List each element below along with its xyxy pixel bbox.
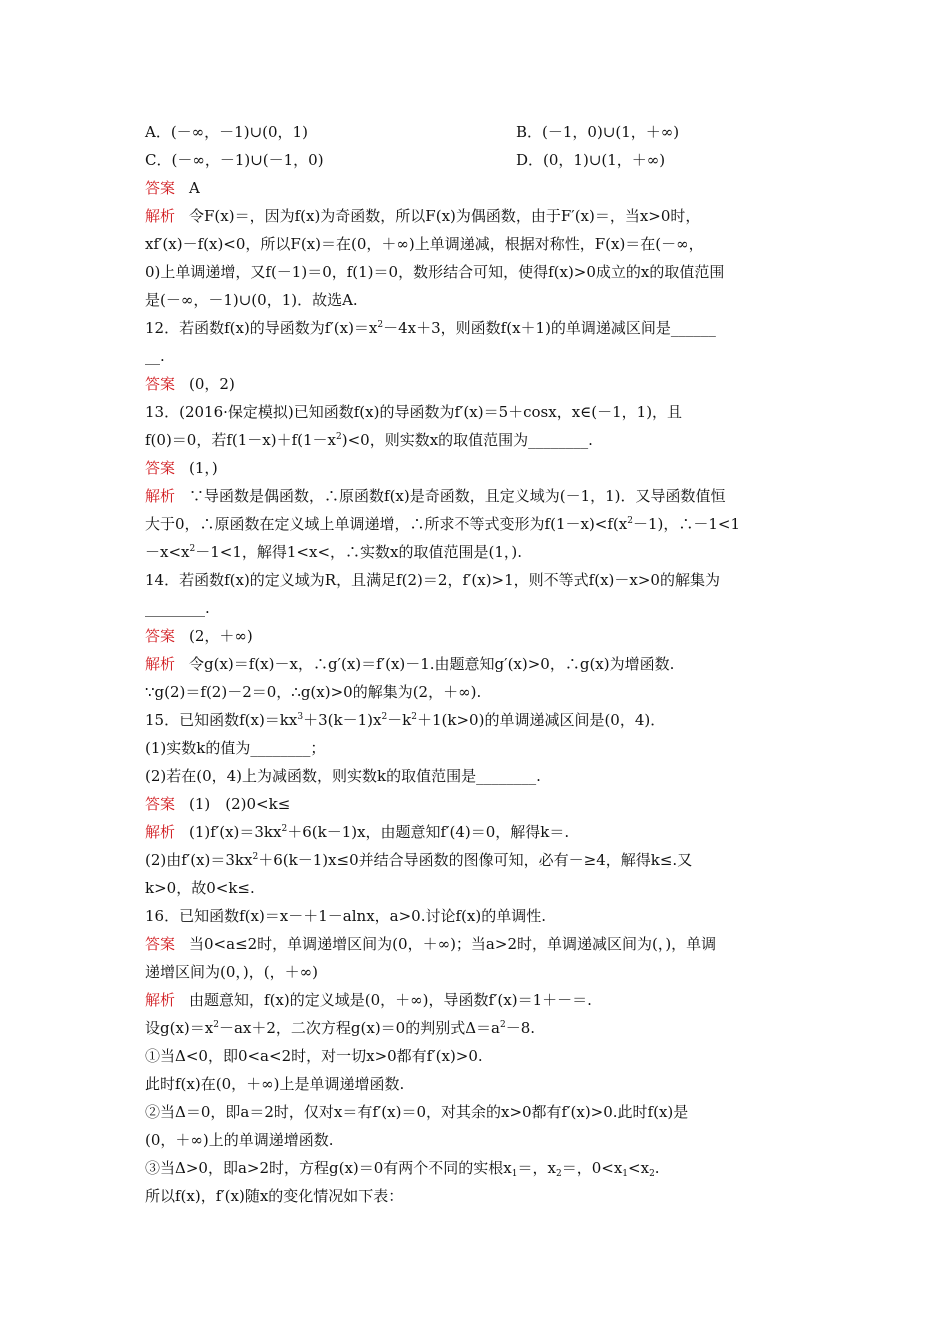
q14-analysis-line-1 [145,654,674,674]
q13-analysis-line-3 [145,542,522,562]
q16-line-7-mid-2: ＝，0<x [561,1159,623,1177]
q16-answer-text-1: 当0<a≤2时，单调递增区间为(0，＋∞)；当a>2时，单调递减区间为(，)，单调 [189,935,717,953]
q14-stem-line-2: ________. [145,599,210,617]
q15-analysis-1-post: ＋6(k－1)x，由题意知f′(4)＝0，解得k＝. [287,823,570,841]
q12-answer-line [145,374,235,394]
q12-stem-line-1 [145,318,716,338]
q16-line-2-pre: 设g(x)＝x [145,1019,214,1037]
q13-stem-2-post: )<0，则实数x的取值范围为________. [341,431,593,449]
option-d: D．(0，1)∪(1，＋∞) [516,151,666,169]
analysis-label: 解析 [145,487,176,505]
q16-analysis-text-1: 由题意知，f(x)的定义域是(0，＋∞)，导函数f′(x)＝1＋－＝. [189,991,592,1009]
q14-answer: (2，＋∞) [189,627,253,645]
q16-analysis-line-4: 此时f(x)在(0，＋∞)上是单调递增函数. [145,1075,405,1093]
q16-analysis-line-7 [145,1158,660,1178]
answer-label: 答案 [145,179,176,197]
q16-line-2-sup-2: 2 [500,1020,506,1030]
option-b: B．(－1，0)∪(1，＋∞) [516,123,680,141]
q11-answer-line [145,178,200,198]
q12-stem-line-2: __. [145,347,165,365]
q16-line-7-sub-2: 2 [555,1169,562,1179]
q13-answer-line [145,458,218,478]
q15-stem-line [145,710,665,730]
q15-sub-question-1: (1)实数k的值为________； [145,739,326,757]
q11-analysis-line-2: xf′(x)－f(x)<0，所以F(x)＝在(0，＋∞)上单调递减，根据对称性，F(x)＝在(－∞， [145,235,704,253]
q16-line-2-post: －8. [505,1019,536,1037]
q16-analysis-line-6: (0，＋∞)上的单调递增函数. [145,1131,334,1149]
analysis-label: 解析 [145,823,176,841]
q16-analysis-line-5: ②当Δ＝0，即a＝2时，仅对x＝有f′(x)＝0，对其余的x>0都有f′(x)>0.此时f(x)是 [145,1103,689,1121]
analysis-label: 解析 [145,207,176,225]
q16-line-7-pre: ③当Δ>0，即a>2时，方程g(x)＝0有两个不同的实根x [145,1159,512,1177]
q12-answer: (0，2) [189,375,235,393]
q16-line-7-mid: ＝，x [517,1159,556,1177]
q13-stem-2-sup: 2 [336,432,342,442]
q15-answer: (1) (2)0<k≤ [189,795,291,813]
q13-analysis-text-1: ∵导函数是偶函数，∴原函数f(x)是奇函数，且定义域为(－1，1)．又导函数值恒 [189,487,726,505]
q16-analysis-line-2 [145,1018,535,1038]
analysis-label: 解析 [145,655,176,673]
q16-analysis-line-8: 所以f(x)，f′(x)随x的变化情况如下表： [145,1187,404,1205]
q15-stem-sup-1: 3 [297,712,304,722]
q11-analysis-text-1: 令F(x)＝，因为f(x)为奇函数，所以F(x)为偶函数，由于F′(x)＝，当x>0时， [189,207,701,225]
analysis-label: 解析 [145,991,176,1009]
q14-answer-line [145,626,253,646]
q16-line-7-post: . [654,1159,660,1177]
q12-stem-post: －4x＋3，则函数f(x＋1)的单调递减区间是______ [383,319,716,337]
q15-analysis-2-sup: 2 [252,852,259,862]
q16-line-7-mid-3: <x [628,1159,650,1177]
q16-line-2-sup: 2 [213,1020,219,1030]
q15-stem-sup-2: 2 [381,712,388,722]
q15-analysis-line-1 [145,822,569,842]
q16-line-7-sub-4: 2 [649,1169,655,1179]
q16-line-2-mid: －ax＋2，二次方程g(x)＝0的判别式Δ＝a [218,1019,501,1037]
q15-stem-post: ＋1(k>0)的单调递减区间是(0，4)． [417,711,666,729]
q13-analysis-line-2 [145,514,740,534]
q16-analysis-line-3: ①当Δ<0，即0<a<2时，对一切x>0都有f′(x)>0. [145,1047,483,1065]
q14-stem-line-1: 14．若函数f(x)的定义域为R，且满足f(2)＝2，f′(x)>1，则不等式f(x)－x>0的解集为 [145,571,720,589]
q13-analysis-2-pre: 大于0，∴原函数在定义域上单调递增，∴所求不等式变形为f(1－x)<f(x [145,515,628,533]
q11-analysis-line-4: 是(－∞，－1)∪(0，1)．故选A. [145,291,358,309]
q13-analysis-3-post: －1<1，解得1<x<，∴实数x的取值范围是(1，). [195,543,523,561]
q14-analysis-line-2: ∵g(2)＝f(2)－2＝0，∴g(x)>0的解集为(2，＋∞). [145,683,482,701]
q15-analysis-line-3: k>0，故0<k≤. [145,879,255,897]
q13-answer: (1，) [189,459,218,477]
q16-answer-line-2: 递增区间为(0，)，(，＋∞) [145,963,318,981]
answer-label: 答案 [145,627,176,645]
q15-stem-pre: 15．已知函数f(x)＝kx [145,711,298,729]
answer-label: 答案 [145,375,176,393]
q15-analysis-2-post: ＋6(k－1)x≤0并结合导函数的图像可知，必有－≥4，解得k≤.又 [258,851,693,869]
q11-analysis-line-3: 0)上单调递增，又f(－1)＝0，f(1)＝0，数形结合可知，使得f(x)>0成立的x的取值范围 [145,263,725,281]
q16-line-7-sub-3: 1 [622,1169,629,1179]
option-a: A．(－∞，－1)∪(0，1) [145,123,308,141]
q15-analysis-1-sup: 2 [281,824,288,834]
q11-answer: A [189,179,200,197]
q13-stem-2-pre: f(0)＝0，若f(1－x)＋f(1－x [145,431,337,449]
answer-label: 答案 [145,459,176,477]
answer-label: 答案 [145,935,176,953]
q12-stem-sup: 2 [377,320,384,330]
q15-answer-line [145,794,290,814]
q16-analysis-line-1 [145,990,592,1010]
q13-stem-line-2 [145,430,593,450]
q15-stem-mid: ＋3(k－1)x [303,711,382,729]
q13-stem-line-1: 13．(2016·保定模拟)已知函数f(x)的导函数为f′(x)＝5＋cosx，x∈(－1，1)，且 [145,403,683,421]
answer-label: 答案 [145,795,176,813]
q13-analysis-3-sup: 2 [189,544,196,554]
q16-line-7-sub-1: 1 [511,1169,518,1179]
q14-analysis-text-1: 令g(x)＝f(x)－x，∴g′(x)＝f′(x)－1.由题意知g′(x)>0，∴g(x)为增函数. [189,655,675,673]
q15-stem-mid-2: －k [387,711,412,729]
q15-sub-question-2: (2)若在(0，4)上为减函数，则实数k的取值范围是________. [145,767,541,785]
option-c: C．(－∞，－1)∪(－1，0) [145,151,324,169]
q13-analysis-2-post: －1)，∴－1<1 [632,515,741,533]
q15-analysis-1-pre: (1)f′(x)＝3kx [189,823,282,841]
q13-analysis-line-1 [145,486,726,506]
q16-answer-line-1 [145,934,716,954]
q15-analysis-line-2 [145,850,692,870]
q11-analysis-line-1 [145,206,700,226]
q12-stem-pre: 12．若函数f(x)的导函数为f′(x)＝x [145,319,378,337]
q15-stem-sup-3: 2 [411,712,417,722]
q13-analysis-2-sup: 2 [627,516,633,526]
q13-analysis-3-pre: －x<x [145,543,190,561]
q16-stem-line: 16．已知函数f(x)＝x－＋1－alnx，a>0.讨论f(x)的单调性. [145,907,546,925]
q15-analysis-2-pre: (2)由f′(x)＝3kx [145,851,253,869]
